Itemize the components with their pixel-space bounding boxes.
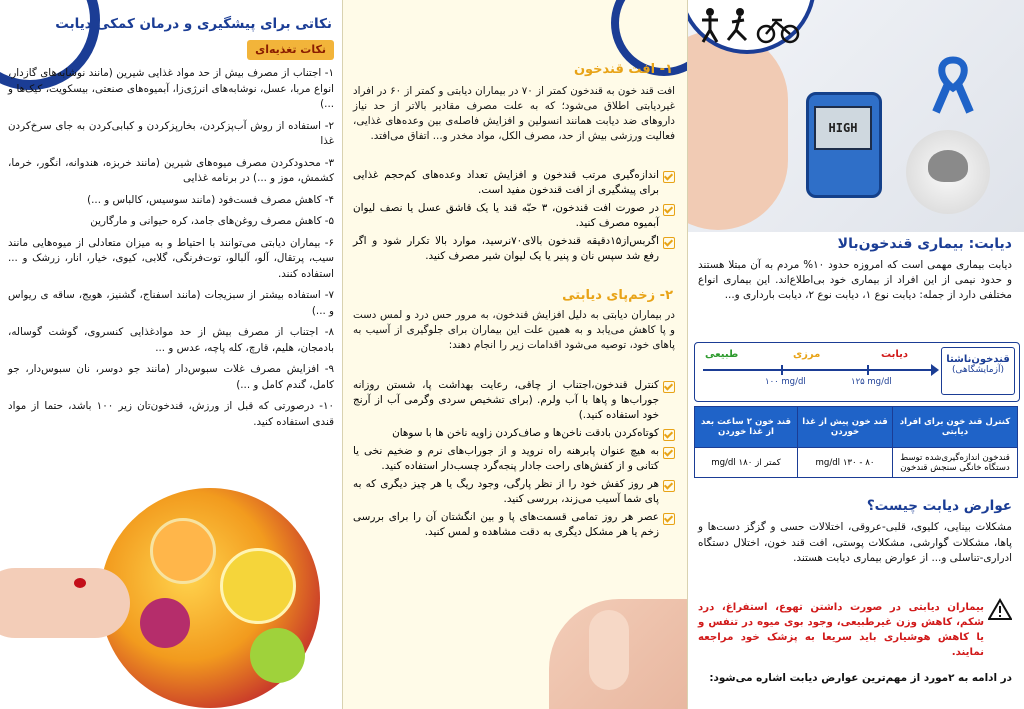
table-cell: کمتر از ۱۸۰ mg/dl bbox=[695, 448, 798, 478]
checkbox-icon bbox=[663, 204, 675, 216]
right-panel bbox=[688, 0, 1024, 709]
scale-diabetes: دیابت bbox=[881, 349, 908, 360]
list-item-text: در صورت افت قندخون، ۳ حبّه قند یا یک قاشق عسل یا نصف لیوان آبمیوه مصرف کنید. bbox=[353, 202, 659, 229]
nutrition-tip: ۸- اجتناب از مصرف بیش از حد موادغذایی کنسروی، گوشت گوساله، بادمجان، هلیم، قارچ، کله پاچه، عدس و ... bbox=[8, 326, 334, 354]
footer-note: در ادامه به ۲مورد از مهم‌ترین عوارض دیابت اشاره می‌شود: bbox=[709, 672, 1012, 684]
list-item-text: به هیچ عنوان پابرهنه راه نروید و از جوراب‌های نرم و ضخیم نخی یا کتانی و از کفش‌های راحت جادار پنجه‌گرد چسب‌دار استفاده کنید. bbox=[353, 445, 659, 472]
list-item bbox=[353, 426, 675, 441]
foot-ulcer-text: در بیماران دیابتی به دلیل افزایش قندخون، به مرور حس درد و لمس دست و پا کاهش می‌یابد و به همین علت این بیماران برای جلوگیری از آسیب به پاهای خود، توصیه می‌شود اقدامات زیر را انجام دهند: bbox=[353, 309, 675, 351]
list-item-text: عصر هر روز تمامی قسمت‌های پا و بین انگشتان آن را برای بررسی زخم یا هر مشکل دیگری به دقت مشاهده و لمس کنید. bbox=[353, 511, 659, 538]
warning-icon bbox=[988, 598, 1012, 624]
nutrition-badge: نکات تغذیه‌ای bbox=[247, 40, 334, 60]
sports-icon bbox=[692, 6, 802, 46]
scale-value-100: ۱۰۰ mg/dl bbox=[765, 377, 806, 387]
list-item bbox=[353, 201, 675, 231]
meter-display: HIGH bbox=[814, 106, 872, 150]
list-item bbox=[353, 168, 675, 198]
list-item-text: اگربس‌از۱۵دقیقه قندخون بالای۷۰نرسید، موارد بالا تکرار شود و اگر رفع شد سپس نان و پنیر یا یک لیوان شیر مصرف کنید. bbox=[353, 235, 659, 262]
nutrition-tips-list bbox=[8, 66, 334, 436]
hypoglycemia-bullets bbox=[353, 168, 675, 267]
checkbox-icon bbox=[663, 237, 675, 249]
checkbox-icon bbox=[663, 513, 675, 525]
sports-icon-badge bbox=[688, 0, 816, 54]
list-item bbox=[353, 234, 675, 264]
nutrition-tip: ۴- کاهش مصرف فست‌فود (مانند سوسیس، کالباس و ...) bbox=[87, 193, 334, 206]
hypoglycemia-title: ۱- افت قندخون bbox=[573, 62, 673, 77]
nutrition-tip: ۱- اجتناب از مصرف بیش از حد مواد غذایی شیرین (مانند نوشابه‌های گازدار، انواع مربا، عسل، نوشابه‌های انرژی‌زا، آبمیوه‌های صنعتی، بیسکویت، کیک‌ها و ...) bbox=[8, 67, 334, 110]
nutrition-tip: ۶- بیماران دیابتی می‌توانند با احتیاط و به میزان متعادلی از میوه‌هایی مانند سیب، پرتقال، آلو، آلبالو، توت‌فرنگی، گلابی، کیوی، خیار، انار، زرشک و ... استفاده کنند. bbox=[8, 236, 334, 280]
warning-text: بیماران دیابتی در صورت داشتن تهوع، استفراغ، درد شکم، کاهش وزن غیرطبیعی، وجود بوی میوه در تنفس و یا کاهش هوشیاری باید سریعا به پزشک خود مراجعه نمایند. bbox=[698, 602, 984, 658]
list-item bbox=[353, 378, 675, 423]
list-item bbox=[353, 477, 675, 507]
table-header: کنترل قند خون برای افراد دیابتی bbox=[893, 407, 1018, 448]
nutrition-tip: ۱۰- درصورتی که قبل از ورزش، قندخون‌تان زیر ۱۰۰ باشد، حتما از مواد قندی استفاده کنید. bbox=[8, 400, 334, 428]
glucose-control-table bbox=[694, 406, 1018, 478]
checkbox-icon bbox=[663, 429, 675, 441]
nutrition-tip: ۷- استفاده بیشتر از سبزیجات (مانند اسفناج، گشنیز، هویج، ساقه ی ریواس و ...) bbox=[8, 289, 334, 317]
tips-title: نکاتی برای پیشگیری و درمان کمکی دیابت bbox=[55, 16, 332, 32]
scale-value-125: ۱۲۵ mg/dl bbox=[851, 377, 892, 387]
nutrition-tip: ۳- محدودکردن مصرف میوه‌های شیرین (مانند خربزه، هندوانه، انگور، خرما، کشمش، موز و ...) در برنامه غذایی bbox=[8, 156, 334, 184]
blue-ribbon-icon bbox=[928, 56, 978, 120]
middle-panel bbox=[342, 0, 688, 709]
list-item-text: اندازه‌گیری مرتب قندخون و افزایش تعداد وعده‌های کم‌حجم غذایی برای پیشگیری از افت قندخون مفید است. bbox=[353, 169, 659, 196]
hypoglycemia-text: افت قند خون به قندخون کمتر از ۷۰ در بیماران دیابتی و کمتر از ۶۰ در افراد غیردیابتی اطلاق می‌شود؛ که به علت مصرف مقادیر بالاتر از حد نیاز داروهای ضد دیابت همانند انسولین و افزایش فاصله‌ی بین وعده‌های غذایی، فعالیت ورزشی بیش از حد، مصرف الکل، مواد مخدر و... اتفاق می‌افتد. bbox=[353, 85, 676, 142]
table-cell: ۸۰ - ۱۳۰ mg/dl bbox=[798, 448, 893, 478]
fasting-label: قندخون‌ناشتا bbox=[946, 354, 1010, 365]
list-item-text: کنترل قندخون،اجتناب از چاقی، رعایت بهداشت پا، شستن روزانه جوراب‌ها و پاها با آب ولرم. (برای تشخیص سردی وگرمی آب از آرنج خود استفاده کنید.) bbox=[353, 379, 659, 421]
foot-photo bbox=[543, 590, 688, 709]
list-item bbox=[353, 444, 675, 474]
checkbox-icon bbox=[663, 447, 675, 459]
foot-ulcer-bullets bbox=[353, 378, 675, 543]
fruits-photo bbox=[0, 478, 342, 709]
checkbox-icon bbox=[663, 171, 675, 183]
fasting-sub: (آزمایشگاهی) bbox=[952, 365, 1004, 375]
left-panel bbox=[0, 0, 342, 709]
checkbox-icon bbox=[663, 480, 675, 492]
list-item-text: هر روز کفش خود را از نظر پارگی، وجود ریگ یا هر چیز دیگری که به پای شما آسیب می‌زند، بررسی کنید. bbox=[353, 478, 659, 505]
complications-title: عوارض دیابت چیست؟ bbox=[866, 498, 1012, 514]
fasting-scale bbox=[694, 342, 1020, 402]
table-header: قند خون ۲ ساعت بعد از غذا خوردن bbox=[695, 407, 798, 448]
nutrition-tip: ۵- کاهش مصرف روغن‌های جامد، کره حیوانی و مارگارین bbox=[90, 215, 334, 227]
scale-normal: طبیعی bbox=[705, 349, 739, 360]
checkbox-icon bbox=[663, 381, 675, 393]
list-item bbox=[353, 510, 675, 540]
scale-borderline: مرزی bbox=[793, 349, 821, 360]
diabetes-title: دیابت: بیماری قندخون‌بالا bbox=[837, 236, 1012, 252]
list-item-text: کوتاه‌کردن بادقت ناخن‌ها و صاف‌کردن زاویه ناخن ها با سوهان bbox=[392, 427, 659, 439]
complications-text: مشکلات بینایی، کلیوی، قلبی-عروقی، اختلالات حسی و گزگز دست‌ها و پاها، مشکلات گوارشی، مشکلات پوستی، افت قند خون، اختلال دستگاه ادراری-تناسلی و... از عوارض بیماری دیابت هستند. bbox=[698, 521, 1012, 564]
foot-ulcer-title: ۲- زخم‌پای دیابتی bbox=[562, 288, 673, 303]
diabetes-intro: دیابت بیماری مهمی است که امروزه حدود ۱۰% مردم به آن مبتلا هستند و حدود نیمی از این افراد از بیماری خود بی‌اطلاع‌اند. این بیماری انواع مختلفی دارد از جمله: دیابت نوع ۱، دیابت نوع ۲، دیابت بارداری و... bbox=[698, 259, 1012, 301]
fasting-label-box bbox=[941, 347, 1015, 395]
arrow-right-icon bbox=[931, 364, 939, 376]
nutrition-tip: ۹- افزایش مصرف غلات سبوس‌دار (مانند جو دوسر، نان سبوس‌دار، جو کامل، گندم کامل و ...) bbox=[8, 363, 334, 391]
scale-axis bbox=[703, 369, 935, 371]
table-cell: قندخون اندازه‌گیری‌شده توسط دستگاه خانگی سنجش قندخون bbox=[893, 448, 1018, 478]
table-header: قند خون پیش از غذا خوردن bbox=[798, 407, 893, 448]
nutrition-tip: ۲- استفاده از روش آب‌پزکردن، بخارپزکردن و کبابی‌کردن به جای سرخ‌کردن غذا bbox=[8, 119, 334, 147]
